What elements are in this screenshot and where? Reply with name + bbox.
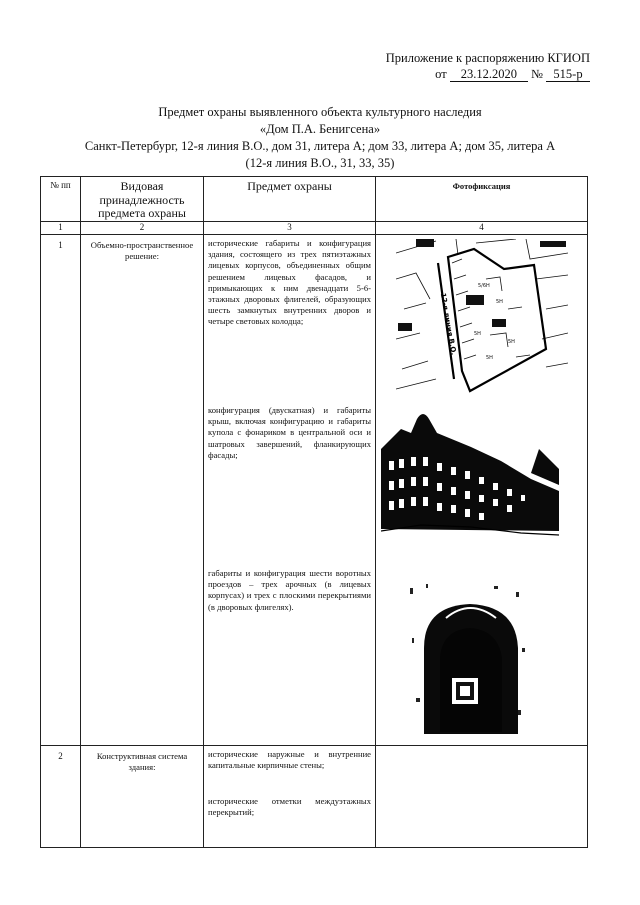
subject-item: исторические отметки междуэтажных перекрытий; [208, 796, 371, 818]
appendix-number: 515-р [546, 68, 590, 82]
heading-line-4: (12-я линия В.О., 31, 33, 35) [245, 156, 395, 170]
photo-cell [376, 746, 588, 848]
row-type: Конструктивная система здания: [81, 746, 204, 848]
row-subject-cell [204, 746, 376, 848]
appendix-block [386, 50, 590, 82]
heading-line-1: Предмет охраны выявленного объекта культурного наследия [158, 105, 482, 119]
col-number: 4 [376, 222, 588, 235]
row-number: 1 [41, 235, 81, 746]
svg-text:5/6Н: 5/6Н [478, 283, 490, 289]
heading-line-2: «Дом П.А. Бенигсена» [259, 122, 381, 136]
svg-text:5Н: 5Н [474, 331, 481, 337]
col-number: 2 [81, 222, 204, 235]
header-num: № пп [41, 177, 81, 222]
svg-text:5Н: 5Н [508, 339, 515, 345]
col-number: 1 [41, 222, 81, 235]
row-subject-cell [204, 235, 376, 746]
site-plan-image [396, 239, 568, 393]
subject-item: конфигурация (двускатная) и габариты крыш, включая конфигурацию и габариты купола с фонариком в центральной оси и шатровых завершений, фланкирующих фасады; [208, 405, 371, 460]
header-photo: Фотофиксация [376, 177, 588, 222]
subject-item: габариты и конфигурация шести воротных проездов – трех арочных (в лицевых корпусах) и трех с плоскими перекрытиями (в дворовых флигелях). [208, 568, 371, 612]
map-street-label: 12-я линия В.О. [438, 292, 458, 356]
col-number: 3 [204, 222, 376, 235]
header-subject: Предмет охраны [204, 177, 376, 222]
archway-photo [406, 578, 534, 734]
photo-cell [376, 235, 588, 746]
appendix-date-line [386, 66, 590, 82]
svg-text:5Н: 5Н [496, 299, 503, 305]
heading-line-3: Санкт-Петербург, 12-я линия В.О., дом 31, литера А; дом 33, литера А; дом 35, литера А [84, 139, 556, 153]
row-number: 2 [41, 746, 81, 848]
number-label: № [530, 67, 543, 81]
row-type: Объемно-пространственное решение: [81, 235, 204, 746]
subject-item: исторические наружные и внутренние капитальные кирпичные стены; [208, 749, 371, 771]
svg-text:5Н: 5Н [486, 355, 493, 361]
building-photo [381, 409, 559, 561]
document-heading [40, 104, 600, 172]
subject-item: исторические габариты и конфигурация здания, состоящего из трех пятиэтажных лицевых корпусов, объединенных общим решением лицевых фасадов, и примыкающих к ним двенадцати 5-6-этажных дворовых флигелей, образующих шесть замкнутых внутренних дворов и четыре световых колодца; [208, 238, 371, 327]
date-label: от [435, 67, 447, 81]
column-number-row [41, 222, 588, 235]
protection-table [40, 176, 588, 848]
table-row [41, 235, 588, 746]
appendix-date: 23.12.2020 [450, 68, 528, 82]
header-type: Видовая принадлежность предмета охраны [81, 177, 204, 222]
appendix-title: Приложение к распоряжению КГИОП [385, 51, 590, 65]
table-header-row [41, 177, 588, 222]
table-row [41, 746, 588, 848]
